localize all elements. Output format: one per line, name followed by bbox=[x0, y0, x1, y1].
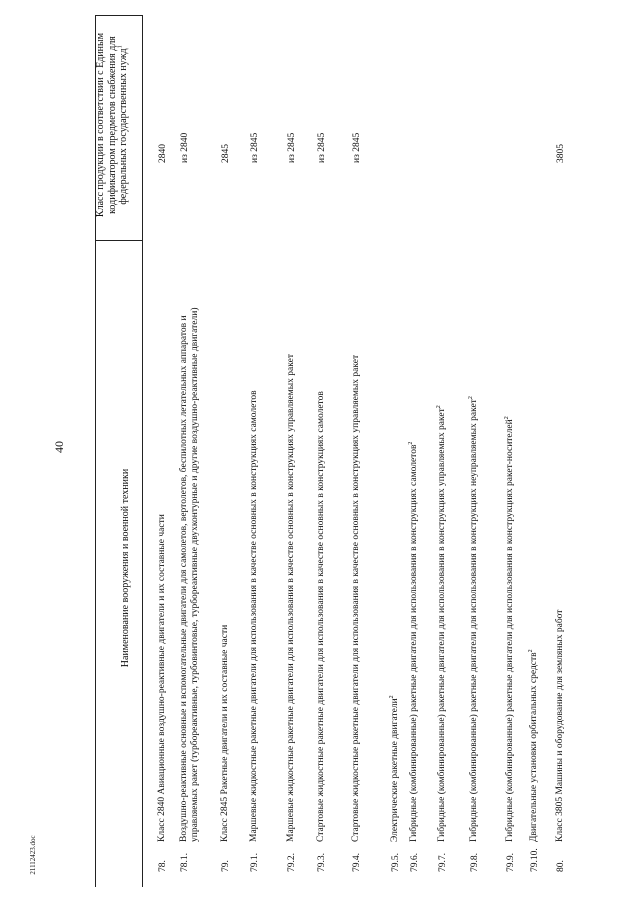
row-class-code: 3805 bbox=[556, 144, 566, 163]
row-name-text: Гибридные (комбинированные) ракетные двигатели для использования в конструкциях самолетов bbox=[409, 444, 419, 842]
row-class-code: 2840 bbox=[158, 144, 168, 163]
row-footnote-mark: 2 bbox=[435, 405, 442, 409]
row-number: 79.5. bbox=[391, 853, 401, 872]
header-name-column bbox=[120, 288, 131, 848]
row-class-code: из 2845 bbox=[352, 132, 362, 163]
row-number: 79.9. bbox=[506, 853, 516, 872]
row-class-code: из 2845 bbox=[250, 132, 260, 163]
row-name-text: Стартовые жидкостные ракетные двигатели для использования в качестве основных в конструкциях самолетов bbox=[316, 391, 326, 842]
row-number: 79.7. bbox=[438, 853, 448, 872]
row-name bbox=[157, 282, 168, 842]
row-name bbox=[249, 282, 260, 842]
row-number: 78. bbox=[158, 860, 168, 872]
row-name bbox=[220, 282, 231, 842]
row-name bbox=[529, 282, 540, 842]
row-number: 79.8. bbox=[470, 853, 480, 872]
row-class-code: из 2845 bbox=[317, 132, 327, 163]
header-class-footnote: 1 bbox=[117, 45, 124, 49]
row-name bbox=[179, 282, 201, 842]
document-id: 21112423.doc bbox=[29, 835, 37, 875]
row-name-text: Воздушно-реактивные основные и вспомогательные двигатели для самолетов, вертолетов, беспилотных летательных аппаратов и управляемых ракет (турбореактивные, турбовинтовые, турбореактивные двухконтурные и другие воздушно-реактивные двигатели) bbox=[179, 307, 200, 842]
row-name-text: Маршевые жидкостные ракетные двигатели для использования в качестве основных в конструкциях самолетов bbox=[249, 390, 259, 842]
row-footnote-mark: 2 bbox=[407, 441, 414, 445]
row-footnote-mark: 2 bbox=[503, 416, 510, 420]
row-number: 79. bbox=[221, 860, 231, 872]
row-number: 80. bbox=[556, 860, 566, 872]
row-name bbox=[351, 282, 362, 842]
row-number: 79.4. bbox=[352, 853, 362, 872]
row-number: 79.6. bbox=[410, 853, 420, 872]
row-number: 79.10. bbox=[530, 848, 540, 872]
row-name-text: Маршевые жидкостные ракетные двигатели для использования в качестве основных в конструкциях управляемых ракет bbox=[286, 354, 296, 842]
row-name-text: Стартовые жидкостные ракетные двигатели для использования в качестве основных в конструкциях управляемых ракет bbox=[351, 354, 361, 842]
table-header-top-border bbox=[95, 15, 143, 16]
header-class-text: Класс продукции в соответствии с Единым кодификатором предметов снабжения для федеральных государственных нужд bbox=[95, 32, 129, 218]
row-footnote-mark: 2 bbox=[467, 396, 474, 400]
row-number: 79.2. bbox=[287, 853, 297, 872]
row-name bbox=[409, 282, 420, 842]
row-number: 79.3. bbox=[317, 853, 327, 872]
row-name bbox=[469, 282, 480, 842]
row-name-text: Электрические ракетные двигатели bbox=[390, 698, 400, 842]
row-number: 79.1. bbox=[250, 853, 260, 872]
row-name-text: Класс 2845 Ракетные двигатели и их составные части bbox=[220, 624, 230, 842]
page-number: 40 bbox=[52, 441, 66, 453]
row-name bbox=[555, 282, 566, 842]
row-name bbox=[437, 282, 448, 842]
row-name bbox=[390, 282, 401, 842]
row-footnote-mark: 2 bbox=[527, 649, 534, 653]
row-class-code: из 2840 bbox=[180, 132, 190, 163]
table-header-row-divider bbox=[95, 240, 143, 241]
header-class-column bbox=[95, 25, 130, 225]
row-footnote-mark: 2 bbox=[388, 695, 395, 699]
header-name-text: Наименование вооружения и военной техники bbox=[120, 468, 131, 668]
row-name bbox=[286, 282, 297, 842]
row-name bbox=[505, 282, 516, 842]
row-name-text: Класс 3805 Машины и оборудование для земляных работ bbox=[555, 609, 565, 842]
row-class-code: 2845 bbox=[221, 144, 231, 163]
row-name-text: Гибридные (комбинированные) ракетные двигатели для использования в конструкциях неуправляемых ракет bbox=[469, 399, 479, 842]
row-class-code: из 2845 bbox=[287, 132, 297, 163]
row-name-text: Гибридные (комбинированные) ракетные двигатели для использования в конструкциях управляемых ракет bbox=[437, 408, 447, 842]
row-number: 78.1. bbox=[180, 853, 190, 872]
table-class-divider bbox=[142, 15, 143, 887]
row-name bbox=[316, 282, 327, 842]
row-name-text: Гибридные (комбинированные) ракетные двигатели для использования в конструкциях ракет-носителей bbox=[505, 419, 515, 842]
row-name-text: Класс 2840 Авиационные воздушно-реактивные двигатели и их составные части bbox=[157, 514, 167, 842]
row-name-text: Двигательные установки орбитальных средств bbox=[529, 652, 539, 842]
